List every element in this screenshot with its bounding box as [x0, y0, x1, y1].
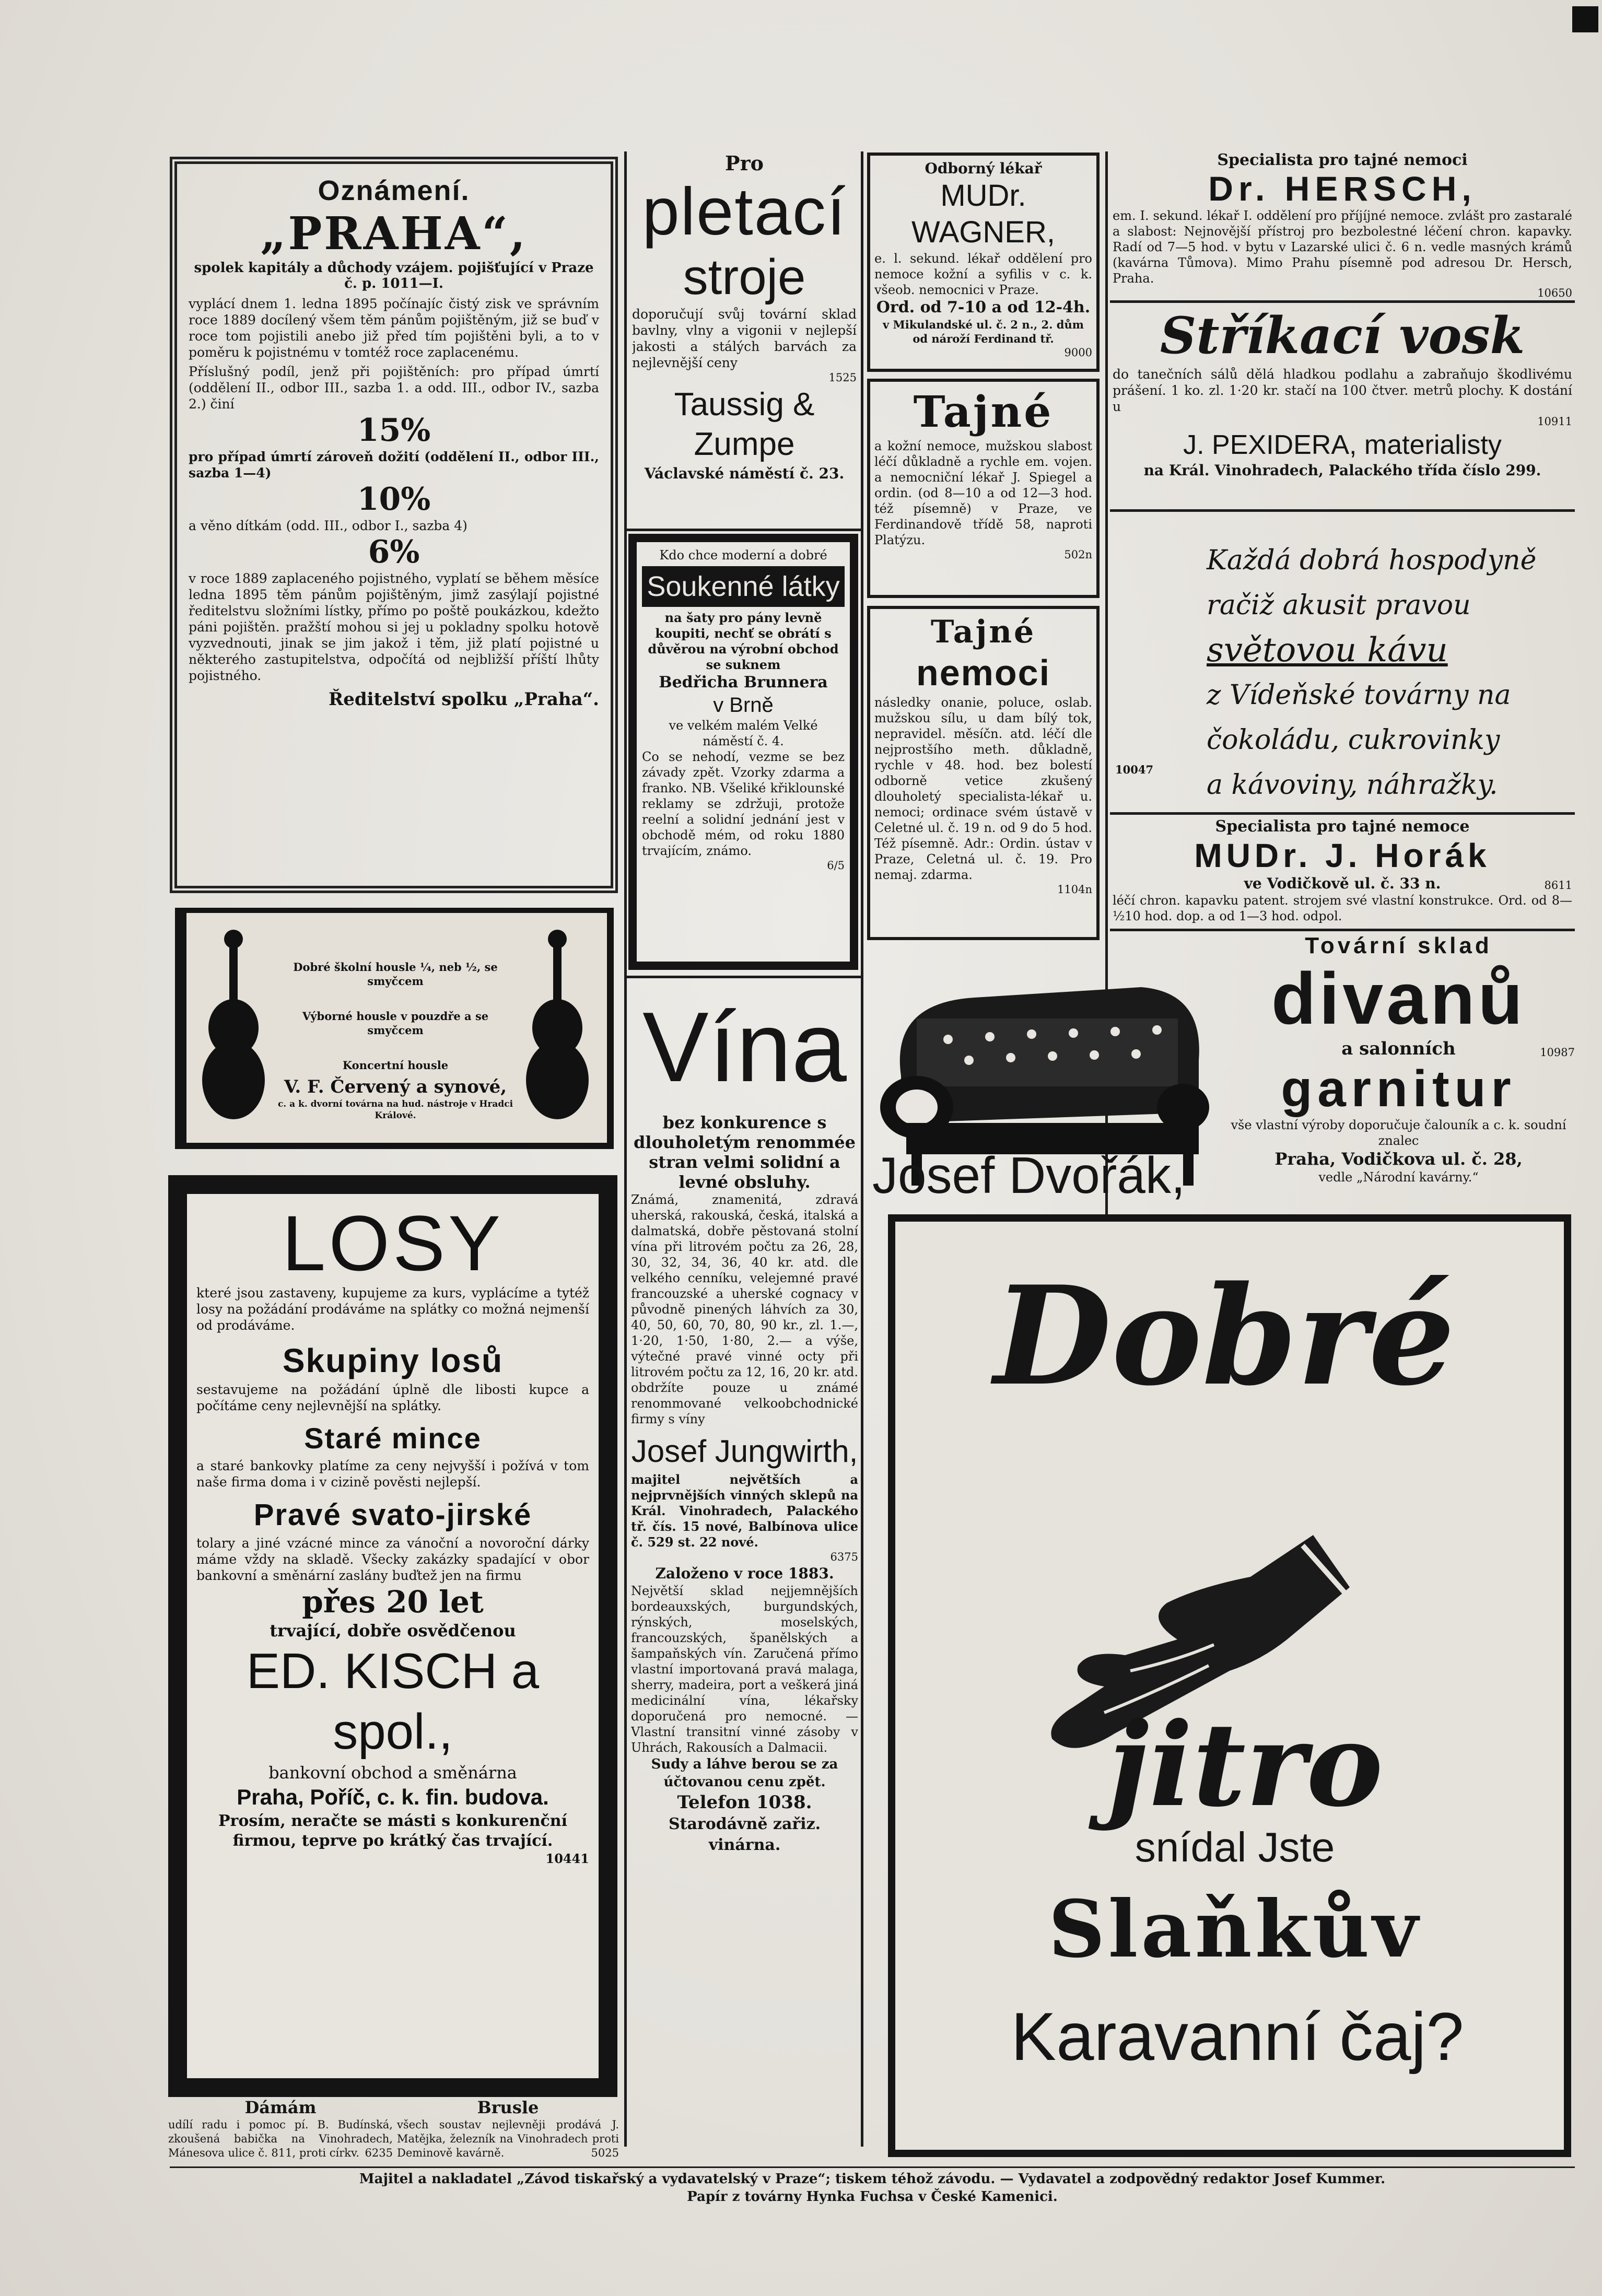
ad-title: divanů — [1271, 957, 1526, 1039]
body-text: léčí chron. kapavku patent. strojem své vlastní konstrukce. Ord. od 8—½10 hod. dop. a od 1—3 hod. odpol. — [1113, 893, 1572, 923]
ad-title: garnitur — [1281, 1060, 1516, 1117]
ad-label: Specialista pro tajné nemoce — [1215, 817, 1470, 836]
signature: Ředitelství spolku „Praha“. — [328, 689, 599, 710]
body-text: ve velkém malém Velké náměstí č. 4. — [669, 718, 818, 748]
handwritten-line: a kávoviny, náhražky. — [1207, 769, 1498, 801]
body-text: Sudy a láhve berou se za účtovanou cenu zpět. — [651, 1756, 838, 1790]
ad-heading: Oznámení. — [318, 175, 470, 206]
price-line: Dobré školní housle ¼, neb ½, se smyčcem — [293, 960, 498, 988]
ad-code: 8611 — [1544, 879, 1572, 892]
losy-ad — [168, 1175, 617, 2097]
handwritten-line: račiž akusit pravou — [1207, 590, 1471, 621]
body-text: v roce 1889 zaplaceného pojistného, vyplatí se během měsíce ledna 1895 těm pánům pojištěným, jimž zasýlají pojistné ředitelstvu složními lístky, přímo po poště poukázkou, kdežto páni pojištěn. pražští mohou si jej u pokladny spolku hotově vyzvednouti, jinak se jim jakož i těm, již platí pojistné u některého zastupitelstva, odpočítá od nejbližší příští lhůty pojistného. — [189, 571, 599, 683]
address: v Mikulandské ul. č. 2 n., 2. dům od nároží Ferdinand tř. — [883, 318, 1084, 345]
company-subtitle: spolek kapitály a důchody vzájem. pojišťující v Praze č. p. 1011—I. — [194, 260, 594, 291]
imprint-line: Majitel a nakladatel „Závod tiskařský a vydavatelský v Praze“; tiskem téhož závodu. — Vydavatel a zodpovědný redaktor Josef Kummer. — [359, 2171, 1386, 2187]
body-text: e. l. sekund. lékař oddělení pro nemoce kožní a syfilis v c. k. všeob. nemocnici v Praze. — [874, 251, 1092, 297]
handwritten-line: Každá dobrá hospodyně — [1207, 545, 1537, 576]
tagline: Starodávně zařiz. vinárna. — [668, 1815, 821, 1854]
firm-name: Bedřicha Brunnera — [659, 673, 828, 692]
horak-ad — [1113, 817, 1572, 927]
body-text: a staré bankovky platíme za ceny nejvyšší i požívá v tom naše firma doma i v cizině pověsti nejlepší. — [196, 1458, 589, 1490]
address-note: vedle „Národní kavárny.“ — [1318, 1170, 1479, 1185]
body-text: Prosím, neračte se másti s konkurenční firmou, teprve po krátký čas trvající. — [218, 1812, 567, 1850]
seller-note: c. a k. dvorní továrna na hud. nástroje v Hradci Králové. — [277, 1099, 513, 1121]
percentage: 10% — [357, 481, 431, 518]
seller-name: V. F. Červený a synové, — [284, 1076, 507, 1097]
ad-title: pletací — [642, 174, 847, 249]
body-text: Největší sklad nejjemnějších bordeauxských, burgundských, rýnských, moselských, francouzských, španělských a šampaňských vín. Zaručená přímo vlastní importovaná pravá malaga, sherry, madeira, port a veškerá jiná medicinální vína, lékařsky doporučená pro nemocné. — Vlastní transitní vinné zásoby v Uhrách, Rakousích a Dalmacii. — [631, 1584, 858, 1755]
body-text: em. I. sekund. lékař I. oddělení pro příjíjné nemoce. zvlášt pro zastaralé a slabost: Nejnovější přístroj pro bezbolestné léčení chron. kapavky. Radí od 7—5 hod. v bytu v Lazarské ulici č. 6 n. vedle masných krámů (kavárna Tůmova). Mimo Prahu písemně pod adresou Dr. Hersch, Praha. — [1113, 208, 1572, 286]
body-text: Co se nehodí, vezme se bez závady zpět. Vzorky zdarma a franko. NB. Všeliké křiklounské reklamy se zdržuji, protože reelní a solidní jednání jest v obchodě mém, od roku 1880 trvajícím, známo. — [642, 749, 845, 858]
body-text: vše vlastní výroby doporučuje čalouník a c. k. soudní znalec — [1231, 1118, 1566, 1148]
section-heading: Skupiny losů — [282, 1342, 504, 1379]
losy-ad-inner — [187, 1194, 599, 2078]
ad-code: 502n — [1064, 548, 1092, 561]
ad-code: 10911 — [1537, 415, 1572, 428]
violin-icon — [197, 923, 270, 1127]
price-line: Koncertní housle — [342, 1059, 449, 1072]
ad-title: LOSY — [282, 1199, 504, 1287]
divider — [1110, 929, 1575, 931]
divider — [170, 2166, 1575, 2168]
body-text: doporučují svůj tovární sklad bavlny, vlny a vigonii v nejlepší jakosti a stálých barvách za nejlevnější ceny — [632, 307, 857, 370]
ad-code: 9000 — [1064, 346, 1092, 359]
firm-address: na Král. Vinohradech, Palackého třída číslo 299. — [1143, 462, 1541, 479]
imprint-line: Papír z továrny Hynka Fuchsa v České Kamenici. — [687, 2189, 1058, 2205]
founded-note: Založeno v roce 1883. — [655, 1565, 834, 1582]
divider — [1110, 812, 1575, 815]
ad-heading: Brusle — [477, 2098, 539, 2117]
section-heading: Staré mince — [304, 1422, 482, 1455]
body-text: Kdo chce moderní a dobré — [659, 548, 827, 563]
violin-icon — [521, 923, 594, 1127]
ad-heading: Tovární sklad — [1305, 933, 1492, 958]
phone: Telefon 1038. — [677, 1792, 812, 1813]
imprint — [172, 2170, 1572, 2206]
ad-code: 1525 — [828, 371, 857, 384]
ad-title: Tajné — [913, 387, 1054, 437]
body-text: a věno dítkám (odd. III., odbor I., sazba 4) — [189, 518, 467, 533]
ad-code: 6375 — [830, 1551, 858, 1563]
karavanni-caj-ad — [888, 1214, 1571, 2157]
violin-ad — [175, 908, 614, 1149]
address: ve Vodičkově ul. č. 33 n. — [1244, 875, 1441, 892]
ad-label: Specialista pro tajné nemoci — [1217, 151, 1468, 169]
firm-address: Praha, Poříč, c. k. fin. budova. — [237, 1785, 549, 1809]
ad-pretitle: Pro — [725, 151, 764, 175]
brusle-ad — [397, 2097, 619, 2162]
wagner-ad — [867, 153, 1100, 372]
body-text: všech soustav nejlevněji prodává J. Matějka, železník na Vinohradech proti Deminově kavárně. — [397, 2118, 619, 2159]
ad-code: 6/5 — [827, 859, 845, 872]
seller-name: Josef Dvořák, — [872, 1146, 1186, 1204]
divider — [1110, 509, 1575, 512]
tajne-nemoci-ad — [867, 606, 1100, 940]
ad-code: 10650 — [1537, 287, 1572, 299]
body-text: Příslušný podíl, jenž při pojištěních: pro případ úmrtí (oddělení II., odbor III., sazba 1. a odd. III., odbor IV., sazba 2.) činí — [189, 364, 599, 412]
damam-ad — [168, 2097, 393, 2162]
ad-code: 5025 — [591, 2147, 619, 2159]
handwritten-line: z Vídeňské továrny na — [1207, 680, 1511, 711]
ad-code: 1104n — [1057, 883, 1092, 896]
body-text: tolary a jiné vzácné mince za vánoční a novoroční dárky máme vždy na skladě. Všecky zakázky spadající v obor bankovní a směnární zaslány buďtež jen na firmu — [196, 1536, 589, 1583]
body-text: vyplácí dnem 1. ledna 1895 počínajíc čistý zisk ve správním roce 1889 docílený všem těm pánům pojištěným, již se buď v roce tom pojistili anebo již před tím pojištěni byli, a to v poměru k pojistnému v tomtéž roce zaplacenému. — [189, 296, 599, 360]
doctor-name: Dr. HERSCH, — [1208, 169, 1477, 208]
coffee-ad — [1113, 517, 1572, 810]
violin-ad-inner — [186, 913, 607, 1143]
ad-title: Vína — [642, 992, 847, 1103]
ad-heading: Dámám — [244, 2098, 317, 2117]
ad-code: 10441 — [545, 1851, 589, 1866]
ad-subline: snídal Jste — [1135, 1824, 1335, 1870]
ad-subtitle: a salonních — [1341, 1038, 1456, 1059]
body-text: a kožní nemoce, mužskou slabost léčí důkladně a rychle em. vojen. a nemocniční lékař J. Spiegel a ordin. (od 8—10 a od 12—3 hod. též písemně) v Praze, ve Ferdinandově třídě 58, naproti Platýzu. — [874, 439, 1092, 547]
years-banner: přes 20 let — [302, 1584, 484, 1620]
column-rule — [624, 151, 627, 2147]
firm-name: J. PEXIDERA, materialisty — [1183, 430, 1502, 460]
product-name: Karavanní čaj? — [1011, 1998, 1464, 2075]
vina-ad — [631, 982, 858, 2178]
praha-insurance-ad — [170, 157, 618, 893]
section-heading: Pravé svato-jirské — [253, 1498, 532, 1532]
hersch-ad — [1113, 151, 1572, 303]
ad-title: Soukenné látky — [642, 566, 845, 607]
tajne-ad — [867, 379, 1100, 598]
doctor-name: MUDr. J. Horák — [1194, 837, 1491, 874]
divider — [1110, 300, 1575, 303]
ad-title: nemoci — [916, 652, 1051, 693]
handwritten-line: světovou kávu — [1207, 631, 1448, 670]
sukenne-latky-ad — [628, 534, 858, 970]
ad-code: 6235 — [365, 2147, 393, 2159]
ad-headline: jitro — [1107, 1697, 1383, 1832]
body-text: které jsou zastaveny, kupujeme za kurs, vyplácíme a tytéž losy na požádání prodáváme na splátky co možná nejmenší od prodáváme. — [196, 1285, 589, 1333]
firm-address: Václavské náměstí č. 23. — [644, 465, 845, 482]
address: Praha, Vodičkova ul. č. 28, — [1274, 1149, 1523, 1169]
percentage: 6% — [368, 534, 420, 570]
corner-mark — [1572, 6, 1598, 32]
brand-name: Slaňkův — [1048, 1883, 1421, 1975]
ad-title: stroje — [683, 249, 806, 305]
firm-description: bankovní obchod a směnárna — [268, 1763, 517, 1783]
violin-text — [273, 960, 518, 1121]
body-text: následky onanie, poluce, oslab. mužskou sílu, u dam bílý tok, nepravidel. měsíčn. atd. léčí dle nejprostšího meth. důkladně, rychle v 48. hod. bez bolestí odborně vetice zkušený dlouholetý specialista-lékař u. nemoci; ordinace svém ústavě v Celetné ul. č. 19 n. od 9 do 5 hod. Též písemně. Adr.: Ordin. ústav v Praze, Celetná ul. č. 19. Pro nemaj. zdarma. — [874, 695, 1092, 882]
ad-code: 10047 — [1115, 763, 1154, 776]
city: v Brně — [713, 694, 774, 717]
ad-title: Stříkací vosk — [1160, 306, 1525, 365]
column-rule — [861, 151, 863, 2147]
divany-ad — [1222, 932, 1575, 1225]
body-text: trvající, dobře osvědčenou — [270, 1621, 516, 1641]
vosk-ad — [1113, 306, 1572, 504]
company-name: „PRAHA“, — [260, 207, 528, 260]
handwritten-line: čokoládu, cukrovinky — [1207, 724, 1500, 756]
divider — [627, 529, 862, 531]
body-text: na šaty pro pány levně koupiti, nechť se obrátí s důvěrou na výrobní obchod se suknem — [648, 610, 839, 672]
body-text: majitel největších a nejprvnějších vinných sklepů na Král. Vinohradech, Palackého tř. čís. 15 nové, Balbínova ulice č. 529 st. 22 nové. — [631, 1472, 858, 1550]
divider — [627, 976, 862, 978]
office-hours: Ord. od 7-10 a od 12-4h. — [876, 298, 1091, 317]
body-text: sestavujeme na požádání úplně dle libosti kupce a počítáme ceny nejlevnější na splátky. — [196, 1382, 589, 1413]
body-text: pro případ úmrtí zároveň dožití (oddělení II., odbor III., sazba 1—4) — [189, 449, 599, 481]
firm-name: ED. KISCH a spol., — [246, 1643, 540, 1760]
percentage: 15% — [357, 412, 431, 449]
ad-title: Tajné — [930, 614, 1036, 650]
ad-code: 10987 — [1540, 1046, 1575, 1059]
body-text: udílí radu i pomoc pí. B. Budínská, zkoušená babička na Vinohradech, Mánesova ulice č. 811, proti církv. — [168, 2118, 393, 2159]
handwritten-text — [1207, 538, 1551, 807]
doctor-name: MUDr. WAGNER, — [911, 179, 1055, 249]
body-text: bez konkurence s dlouholetým renommée stran velmi solidní a levné obsluhy. — [634, 1112, 856, 1192]
price-line: Výborné housle v pouzdře a se smyčcem — [302, 1010, 489, 1037]
firm-name: Josef Jungwirth, — [631, 1434, 858, 1469]
body-text: Známá, znamenitá, zdravá uherská, rakouská, česká, italská a dalmatská, dobře pěstovaná stolní vína při litrovém počtu za 26, 28, 30, 32, 34, 36, 40 kr. atd. dle velkého cenníku, velejemné pravé francouzské a uherské cognacy v původně pinených láhvích za 30, 40, 50, 60, 70, 80, 90 kr., zl. 1.—, 1·20, 1·50, 1·80, 2.— a výše, výtečné pravé vinné octy při litrovém počtu za 12, 16, 20 kr. atd. obdržíte pouze u známé renommované velkoobchodnické firmy s víny — [631, 1192, 858, 1426]
firm-name: Taussig & Zumpe — [674, 386, 815, 462]
ad-label: Odborný lékař — [925, 160, 1042, 177]
pletaci-stroje-ad — [632, 151, 857, 528]
body-text: do tanečních sálů dělá hladkou podlahu a zabraňujo škodlivému prášení. 1 ko. zl. 1·20 kr. stačí na 100 čtver. metrů plochy. K dostání u — [1113, 367, 1572, 414]
ad-headline: Dobré — [993, 1257, 1455, 1416]
